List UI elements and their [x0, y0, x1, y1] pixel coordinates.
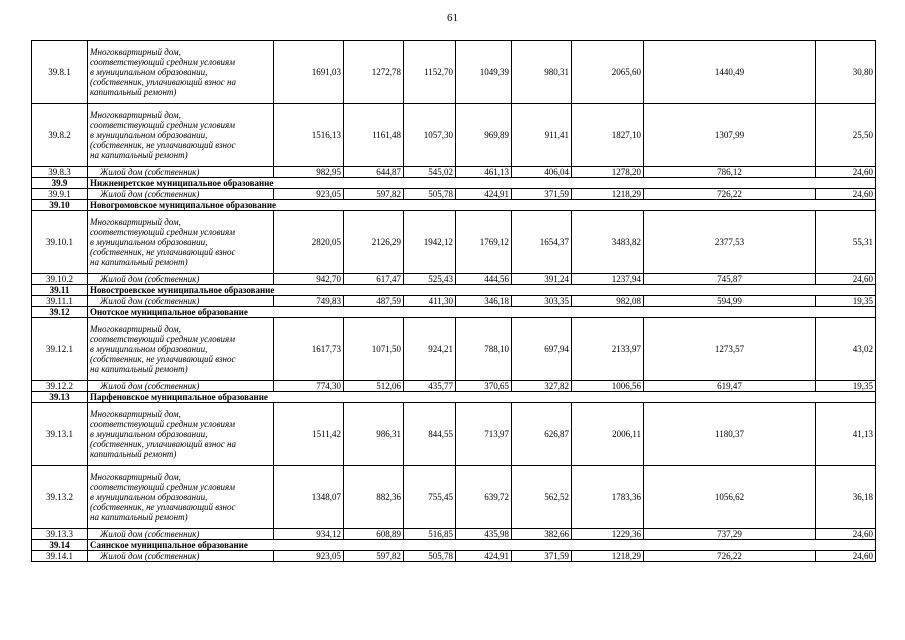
value-cell: 1440,49 [644, 41, 816, 104]
section-code: 39.11 [32, 285, 88, 296]
value-cell: 1071,50 [344, 318, 404, 381]
value-cell: 713,97 [456, 403, 512, 466]
row-code: 39.13.3 [32, 529, 88, 540]
value-cell: 745,87 [644, 274, 816, 285]
value-cell: 444,56 [456, 274, 512, 285]
value-cell: 608,89 [344, 529, 404, 540]
description-line: Жилой дом (собственник) [100, 296, 200, 306]
description-line: Многоквартирный дом, [90, 324, 181, 334]
description-line: Многоквартирный дом, [90, 47, 181, 57]
value-cell: 1237,94 [572, 274, 644, 285]
value-cell: 1691,03 [274, 41, 344, 104]
value-cell: 619,47 [644, 381, 816, 392]
row-description [88, 381, 274, 392]
description-line: в муниципальном образовании, [90, 67, 208, 77]
description-line: на капитальный ремонт) [90, 364, 188, 374]
value-cell: 1827,10 [572, 104, 644, 167]
value-cell: 303,35 [512, 296, 572, 307]
description-line: Многоквартирный дом, [90, 409, 181, 419]
table-row [32, 189, 876, 200]
value-cell: 1273,57 [644, 318, 816, 381]
section-title: Онотское муниципальное образование [88, 307, 876, 318]
value-cell: 1769,12 [456, 211, 512, 274]
section-row [32, 540, 876, 551]
value-cell: 982,08 [572, 296, 644, 307]
table-row [32, 529, 876, 540]
value-cell: 370,65 [456, 381, 512, 392]
section-row [32, 200, 876, 211]
value-cell: 1049,39 [456, 41, 512, 104]
section-code: 39.10 [32, 200, 88, 211]
value-cell: 516,85 [404, 529, 456, 540]
description-line: (собственник, не уплачивающий взнос [90, 140, 236, 150]
page-number: 61 [447, 12, 458, 24]
row-description [88, 211, 274, 274]
value-cell: 424,91 [456, 551, 512, 562]
row-code: 39.11.1 [32, 296, 88, 307]
value-cell: 24,60 [816, 167, 876, 178]
value-cell: 911,41 [512, 104, 572, 167]
value-cell: 1783,36 [572, 466, 644, 529]
value-cell: 923,05 [274, 189, 344, 200]
row-description [88, 41, 274, 104]
value-cell: 41,13 [816, 403, 876, 466]
value-cell: 597,82 [344, 189, 404, 200]
section-code: 39.12 [32, 307, 88, 318]
row-code: 39.8.3 [32, 167, 88, 178]
value-cell: 435,98 [456, 529, 512, 540]
row-description [88, 466, 274, 529]
description-line: на капитальный ремонт) [90, 150, 188, 160]
section-title: Саянское муниципальное образование [88, 540, 876, 551]
value-cell: 1617,73 [274, 318, 344, 381]
value-cell: 639,72 [456, 466, 512, 529]
value-cell: 882,36 [344, 466, 404, 529]
value-cell: 942,70 [274, 274, 344, 285]
description-line: Жилой дом (собственник) [100, 551, 200, 561]
section-row [32, 178, 876, 189]
description-line: в муниципальном образовании, [90, 492, 208, 502]
value-cell: 406,04 [512, 167, 572, 178]
description-line: (собственник, уплачивающий взнос на [90, 77, 237, 87]
value-cell: 43,02 [816, 318, 876, 381]
value-cell: 1180,37 [644, 403, 816, 466]
value-cell: 545,02 [404, 167, 456, 178]
description-line: соответствующий средним условиям [90, 419, 235, 429]
description-line: соответствующий средним условиям [90, 120, 235, 130]
value-cell: 55,31 [816, 211, 876, 274]
row-code: 39.9.1 [32, 189, 88, 200]
row-code: 39.13.2 [32, 466, 88, 529]
tariff-table [31, 40, 876, 562]
table-row [32, 167, 876, 178]
description-line: (собственник, не уплачивающий взнос [90, 502, 236, 512]
value-cell: 461,13 [456, 167, 512, 178]
value-cell: 327,82 [512, 381, 572, 392]
description-line: в муниципальном образовании, [90, 429, 208, 439]
row-description [88, 403, 274, 466]
value-cell: 626,87 [512, 403, 572, 466]
row-description [88, 189, 274, 200]
value-cell: 371,59 [512, 189, 572, 200]
row-description [88, 274, 274, 285]
table-row [32, 403, 876, 466]
table-row [32, 211, 876, 274]
value-cell: 1307,99 [644, 104, 816, 167]
value-cell: 755,45 [404, 466, 456, 529]
tariff-table-body [32, 41, 876, 562]
value-cell: 24,60 [816, 274, 876, 285]
value-cell: 1278,20 [572, 167, 644, 178]
value-cell: 2377,53 [644, 211, 816, 274]
row-code: 39.10.2 [32, 274, 88, 285]
value-cell: 969,89 [456, 104, 512, 167]
row-description [88, 104, 274, 167]
value-cell: 391,24 [512, 274, 572, 285]
value-cell: 594,99 [644, 296, 816, 307]
description-line: в муниципальном образовании, [90, 237, 208, 247]
section-code: 39.13 [32, 392, 88, 403]
value-cell: 1942,12 [404, 211, 456, 274]
section-code: 39.9 [32, 178, 88, 189]
value-cell: 435,77 [404, 381, 456, 392]
table-row [32, 274, 876, 285]
value-cell: 1218,29 [572, 189, 644, 200]
value-cell: 1348,07 [274, 466, 344, 529]
row-code: 39.10.1 [32, 211, 88, 274]
value-cell: 2126,29 [344, 211, 404, 274]
value-cell: 36,18 [816, 466, 876, 529]
value-cell: 1516,13 [274, 104, 344, 167]
row-description [88, 551, 274, 562]
description-line: Многоквартирный дом, [90, 217, 181, 227]
row-code: 39.12.2 [32, 381, 88, 392]
description-line: Жилой дом (собственник) [100, 529, 200, 539]
value-cell: 644,87 [344, 167, 404, 178]
value-cell: 697,94 [512, 318, 572, 381]
value-cell: 346,18 [456, 296, 512, 307]
row-description [88, 318, 274, 381]
value-cell: 934,12 [274, 529, 344, 540]
value-cell: 2133,97 [572, 318, 644, 381]
description-line: капитальный ремонт) [90, 87, 177, 97]
value-cell: 1152,70 [404, 41, 456, 104]
value-cell: 19,35 [816, 381, 876, 392]
row-code: 39.8.1 [32, 41, 88, 104]
description-line: на капитальный ремонт) [90, 512, 188, 522]
row-description [88, 167, 274, 178]
table-row [32, 104, 876, 167]
row-description [88, 296, 274, 307]
description-line: Жилой дом (собственник) [100, 381, 200, 391]
description-line: соответствующий средним условиям [90, 334, 235, 344]
description-line: Многоквартирный дом, [90, 110, 181, 120]
table-row [32, 318, 876, 381]
value-cell: 2006,11 [572, 403, 644, 466]
value-cell: 487,59 [344, 296, 404, 307]
value-cell: 1057,30 [404, 104, 456, 167]
section-title: Новогромовское муниципальное образование [88, 200, 876, 211]
value-cell: 986,31 [344, 403, 404, 466]
value-cell: 24,60 [816, 551, 876, 562]
value-cell: 2065,60 [572, 41, 644, 104]
description-line: в муниципальном образовании, [90, 344, 208, 354]
value-cell: 424,91 [456, 189, 512, 200]
value-cell: 844,55 [404, 403, 456, 466]
value-cell: 25,50 [816, 104, 876, 167]
value-cell: 982,95 [274, 167, 344, 178]
value-cell: 562,52 [512, 466, 572, 529]
value-cell: 1056,62 [644, 466, 816, 529]
description-line: соответствующий средним условиям [90, 57, 235, 67]
description-line: (собственник, уплачивающий взнос на [90, 439, 237, 449]
value-cell: 737,29 [644, 529, 816, 540]
table-row [32, 381, 876, 392]
row-code: 39.13.1 [32, 403, 88, 466]
description-line: в муниципальном образовании, [90, 130, 208, 140]
value-cell: 24,60 [816, 529, 876, 540]
value-cell: 505,78 [404, 189, 456, 200]
value-cell: 774,30 [274, 381, 344, 392]
row-code: 39.14.1 [32, 551, 88, 562]
value-cell: 786,12 [644, 167, 816, 178]
description-line: (собственник, не уплачивающий взнос [90, 354, 236, 364]
value-cell: 525,43 [404, 274, 456, 285]
value-cell: 923,05 [274, 551, 344, 562]
value-cell: 1161,48 [344, 104, 404, 167]
row-code: 39.12.1 [32, 318, 88, 381]
value-cell: 3483,82 [572, 211, 644, 274]
value-cell: 1006,56 [572, 381, 644, 392]
value-cell: 1218,29 [572, 551, 644, 562]
section-title: Новостроевское муниципальное образование [88, 285, 876, 296]
value-cell: 19,35 [816, 296, 876, 307]
value-cell: 24,60 [816, 189, 876, 200]
description-line: Жилой дом (собственник) [100, 167, 200, 177]
value-cell: 505,78 [404, 551, 456, 562]
value-cell: 980,31 [512, 41, 572, 104]
description-line: соответствующий средним условиям [90, 482, 235, 492]
table-row [32, 41, 876, 104]
section-row [32, 307, 876, 318]
description-line: Многоквартирный дом, [90, 472, 181, 482]
value-cell: 924,21 [404, 318, 456, 381]
description-line: Жилой дом (собственник) [100, 189, 200, 199]
value-cell: 411,30 [404, 296, 456, 307]
section-row [32, 392, 876, 403]
value-cell: 749,83 [274, 296, 344, 307]
row-description [88, 529, 274, 540]
value-cell: 726,22 [644, 551, 816, 562]
value-cell: 382,66 [512, 529, 572, 540]
value-cell: 597,82 [344, 551, 404, 562]
value-cell: 788,10 [456, 318, 512, 381]
description-line: на капитальный ремонт) [90, 257, 188, 267]
description-line: соответствующий средним условиям [90, 227, 235, 237]
value-cell: 1272,78 [344, 41, 404, 104]
section-title: Парфеновское муниципальное образование [88, 392, 876, 403]
section-row [32, 285, 876, 296]
section-title: Нижнеиретское муниципальное образование [88, 178, 876, 189]
value-cell: 726,22 [644, 189, 816, 200]
value-cell: 1511,42 [274, 403, 344, 466]
table-row [32, 296, 876, 307]
value-cell: 1229,36 [572, 529, 644, 540]
description-line: (собственник, не уплачивающий взнос [90, 247, 236, 257]
value-cell: 371,59 [512, 551, 572, 562]
row-code: 39.8.2 [32, 104, 88, 167]
description-line: Жилой дом (собственник) [100, 274, 200, 284]
value-cell: 512,06 [344, 381, 404, 392]
value-cell: 1654,37 [512, 211, 572, 274]
value-cell: 2820,05 [274, 211, 344, 274]
table-row [32, 551, 876, 562]
table-row [32, 466, 876, 529]
description-line: капитальный ремонт) [90, 449, 177, 459]
value-cell: 617,47 [344, 274, 404, 285]
section-code: 39.14 [32, 540, 88, 551]
value-cell: 30,80 [816, 41, 876, 104]
